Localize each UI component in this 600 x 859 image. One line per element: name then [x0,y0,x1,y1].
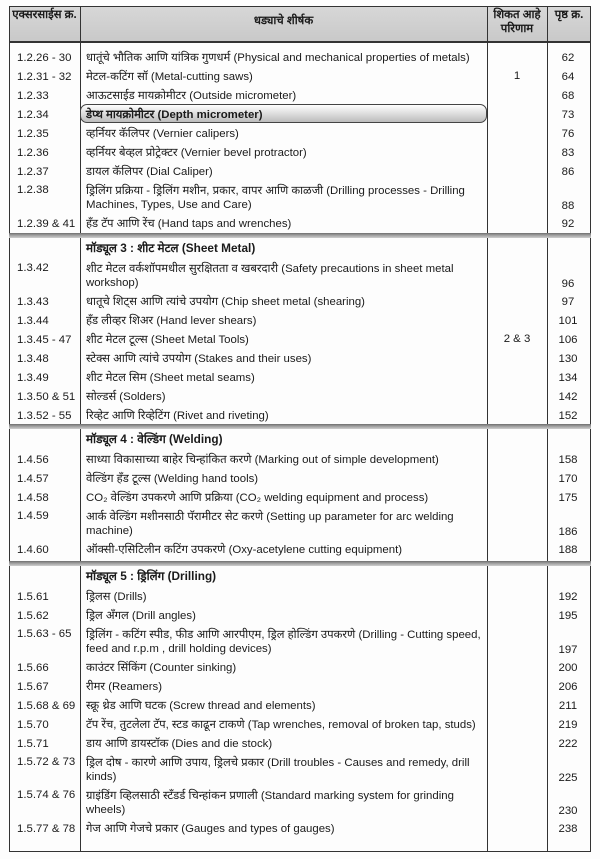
toc-row[interactable] [0,509,600,539]
exercise-number: 1.5.77 & 78 [17,823,76,835]
page-number: 186 [558,526,578,538]
exercise-number: 1.5.61 [17,591,49,603]
lesson-title: ड्रिलिंग - कटिंग स्पीड, फीड आणि आरपीएम, ड्रिल होल्डिंग उपकरणे (Drilling - Cutting speed, feed and r.p.m , drill holding devices) [86,629,481,655]
learning-outcome: 2 & 3 [503,333,531,345]
lesson-title: डायल कॅलिपर (Dial Caliper) [86,166,213,178]
exercise-number: 1.3.48 [17,353,49,365]
exercise-number: 1.5.74 & 76 [17,789,76,801]
lesson-title: ऑक्सी-एसिटिलीन कटिंग उपकरणे (Oxy-acetylene cutting equipment) [86,544,403,556]
toc-row[interactable] [0,294,600,311]
page-number: 83 [561,147,575,159]
lesson-title: धातूचे शिट्स आणि त्यांचे उपयोग (Chip sheet metal (shearing) [86,296,365,308]
lesson-title: गेज आणि गेजचे प्रकार (Gauges and types of gauges) [86,823,335,835]
exercise-number: 1.5.67 [17,681,49,693]
toc-row[interactable] [0,145,600,162]
toc-row[interactable] [0,126,600,143]
exercise-number: 1.4.58 [17,492,49,504]
module-heading: मॉड्यूल 3 : शीट मेटल (Sheet Metal) [86,241,256,255]
exercise-number: 1.2.26 - 30 [17,52,72,64]
toc-row[interactable] [0,88,600,105]
page-number: 134 [558,372,578,384]
exercise-number: 1.5.71 [17,738,49,750]
exercise-number: 1.2.33 [17,90,49,102]
page-number: 64 [561,71,575,83]
lesson-title: धातूंचे भौतिक आणि यांत्रिक गुणधर्म (Physical and mechanical properties of metals) [86,52,470,64]
lesson-title: ड्रिल दोष - कारणे आणि उपाय, ड्रिलचे प्रकार (Drill troubles - Causes and remedy, drill kinds) [86,757,470,783]
lesson-title: साध्या विकासाच्या बाहेर चिन्हांकित करणे (Marking out of simple development) [86,454,439,466]
page-number: 195 [558,610,578,622]
exercise-number: 1.4.59 [17,510,49,522]
page-number: 225 [558,772,578,784]
lesson-title: ड्रिल अँगल (Drill angles) [86,610,196,622]
toc-row[interactable] [0,589,600,606]
page-number: 88 [561,200,575,212]
exercise-number: 1.4.60 [17,544,49,556]
page-number: 152 [558,410,578,422]
lesson-title: डाय आणि डायस्टॉक (Dies and die stock) [86,738,273,750]
lesson-title: टॅप रेंच, तुटलेला टॅप, स्टड काढून टाकणे (Tap wrenches, removal of broken tap, studs) [86,719,476,731]
module-separator [9,561,591,566]
toc-row[interactable] [0,755,600,785]
page-number: 222 [558,738,578,750]
toc-row[interactable] [0,183,600,213]
lesson-title: डेप्थ मायक्रोमीटर (Depth micrometer) [86,109,263,121]
page-number: 238 [558,823,578,835]
module-separator [9,233,591,238]
lesson-title: आऊटसाईड मायक्रोमीटर (Outside micrometer) [86,90,297,102]
page-number: 106 [558,334,578,346]
lesson-title: रिव्हेट आणि रिव्हेटिंग (Rivet and riveting) [86,410,269,422]
lesson-title: ग्राइंडिंग व्हिलसाठी स्टॅंडर्ड चिन्हांकन प्रणाली (Standard marking system for grinding wheels) [86,790,454,816]
toc-row[interactable] [0,313,600,330]
header-result: शिकत आहे परिणाम [493,9,541,35]
exercise-number: 1.5.68 & 69 [17,700,76,712]
exercise-number: 1.3.44 [17,315,49,327]
exercise-number: 1.3.45 - 47 [17,334,72,346]
module-heading: मॉड्यूल 5 : ड्रिलिंग (Drilling) [86,569,217,583]
header-page: पृष्ठ क्र. [554,9,584,21]
toc-row[interactable] [0,452,600,469]
exercise-number: 1.2.39 & 41 [17,218,76,230]
page-number: 219 [558,719,578,731]
lesson-title: शीट मेटल टूल्स (Sheet Metal Tools) [86,334,249,346]
lesson-title: शीट मेटल सिम (Sheet metal seams) [86,372,255,384]
lesson-title: CO₂ वेल्डिंग उपकरणे आणि प्रक्रिया (CO₂ welding equipment and process) [86,492,429,504]
lesson-title: व्हर्नियर कॅलिपर (Vernier calipers) [86,128,239,140]
lesson-title: हँड लीव्हर शिअर (Hand lever shears) [86,315,257,327]
exercise-number: 1.2.31 - 32 [17,71,72,83]
page-number: 192 [558,591,578,603]
exercise-number: 1.2.38 [17,184,49,196]
exercise-number: 1.2.37 [17,166,49,178]
toc-row[interactable] [0,788,600,818]
exercise-number: 1.3.52 - 55 [17,410,72,422]
exercise-number: 1.3.43 [17,296,49,308]
page-number: 96 [561,278,575,290]
lesson-title: काउंटर सिंकिंग (Counter sinking) [86,662,237,674]
exercise-number: 1.2.35 [17,128,49,140]
exercise-number: 1.5.72 & 73 [17,756,76,768]
lesson-title: शीट मेटल वर्कशॉपमधील सुरक्षितता व खबरदारी (Safety precautions in sheet metal workshop) [86,263,454,289]
page-number: 86 [561,166,575,178]
toc-row[interactable] [0,608,600,625]
toc-row[interactable] [0,69,600,86]
page-number: 142 [558,391,578,403]
exercise-number: 1.5.66 [17,662,49,674]
toc-row[interactable] [0,50,600,67]
page-number: 76 [561,128,575,140]
lesson-title: आर्क वेल्डिंग मशीनसाठी पॅरामीटर सेट करणे (Setting up parameter for arc welding machine) [86,511,454,537]
learning-outcome: 1 [513,70,521,82]
toc-row[interactable] [0,627,600,657]
exercise-number: 1.3.49 [17,372,49,384]
lesson-title: ड्रिलिंग प्रक्रिया - ड्रिलिंग मशीन, प्रकार, वापर आणि काळजी (Drilling processes - Drilling Machines, Types, Use and Care) [86,185,465,211]
exercise-number: 1.4.56 [17,454,49,466]
page-number: 92 [561,218,575,230]
exercise-number: 1.4.57 [17,473,49,485]
toc-row[interactable] [0,370,600,387]
toc-row[interactable] [0,351,600,368]
page-number: 200 [558,662,578,674]
page-number: 101 [558,315,578,327]
toc-row[interactable] [0,332,600,349]
page-number: 188 [558,544,578,556]
exercise-number: 1.3.42 [17,262,49,274]
toc-row[interactable] [0,408,600,425]
lesson-title: ड्रिलस (Drills) [86,591,147,603]
page-number: 211 [558,700,578,712]
toc-row[interactable] [0,261,600,291]
exercise-number: 1.5.62 [17,610,49,622]
lesson-title: रीमर (Reamers) [86,681,163,693]
page-number: 170 [558,473,578,485]
page-number: 62 [561,52,575,64]
page-number: 97 [561,296,575,308]
page-number: 158 [558,454,578,466]
page-number: 73 [561,109,575,121]
toc-row[interactable] [0,821,600,838]
toc-row[interactable] [0,717,600,734]
module-heading: मॉड्यूल 4 : वेल्डिंग (Welding) [86,432,223,446]
lesson-title: मेटल-कटिंग सॉ (Metal-cutting saws) [86,71,253,83]
exercise-number: 1.3.50 & 51 [17,391,76,403]
toc-row[interactable] [0,679,600,696]
module-separator [9,424,591,429]
lesson-title: स्क्रू थ्रेड आणि घटक (Screw thread and elements) [86,700,316,712]
toc-row[interactable] [0,164,600,181]
toc-row[interactable] [0,660,600,677]
toc-row[interactable] [0,736,600,753]
lesson-title: हँड टॅप आणि रेंच (Hand taps and wrenches) [86,218,292,230]
page-number: 230 [558,805,578,817]
toc-row[interactable] [0,216,600,233]
lesson-title: स्टेक्स आणि त्यांचे उपयोग (Stakes and their uses) [86,353,312,365]
toc-row[interactable] [0,542,600,559]
page-number: 175 [558,492,578,504]
exercise-number: 1.5.70 [17,719,49,731]
exercise-number: 1.5.63 - 65 [17,628,72,640]
page-number: 206 [558,681,578,693]
toc-row[interactable] [0,107,600,124]
toc-row[interactable] [0,389,600,406]
header-title: धड्याचे शीर्षक [253,15,314,27]
lesson-title: सोल्डर्स (Solders) [86,391,166,403]
toc-row[interactable] [0,471,600,488]
toc-row[interactable] [0,698,600,715]
toc-row[interactable] [0,490,600,507]
header-exercise: एक्सरसाईस क्र. [12,9,77,21]
lesson-title: वेल्डिंग हँड टूल्स (Welding hand tools) [86,473,259,485]
page-number: 130 [558,353,578,365]
exercise-number: 1.2.36 [17,147,49,159]
page-number: 68 [561,90,575,102]
page-number: 197 [558,644,578,656]
lesson-title: व्हर्नियर बेव्हल प्रोट्रेक्टर (Vernier bevel protractor) [86,147,307,159]
exercise-number: 1.2.34 [17,109,49,121]
